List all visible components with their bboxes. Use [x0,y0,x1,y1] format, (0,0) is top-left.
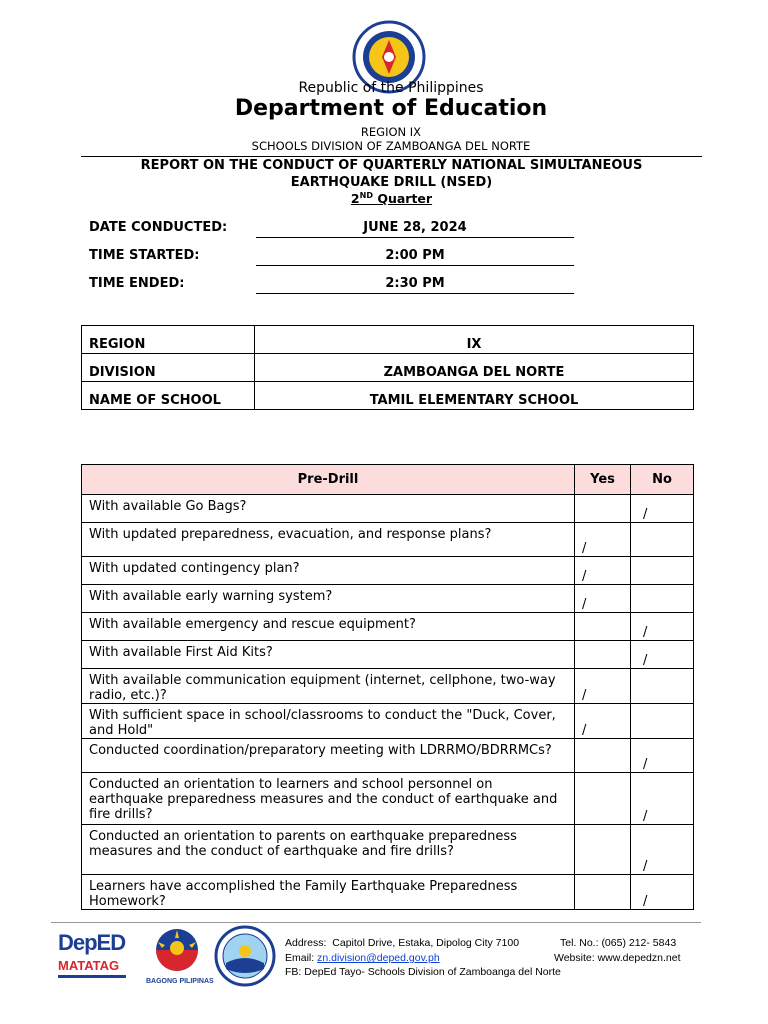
table-row [82,773,694,825]
school-info-table [81,325,694,410]
table-row [82,613,694,641]
date-label: DATE CONDUCTED: [89,220,228,235]
yes-cell [575,613,631,641]
table-row [82,326,694,354]
yes-mark: / [582,541,587,556]
yes-cell [575,557,631,585]
table-row [82,739,694,773]
time-ended-label: TIME ENDED: [89,276,185,291]
header-divider [81,156,702,157]
report-title-line1: REPORT ON THE CONDUCT OF QUARTERLY NATIONAL SIMULTANEOUS [140,158,643,173]
school-name-value: TAMIL ELEMENTARY SCHOOL [255,382,694,410]
yes-cell [575,773,631,825]
time-ended-value: 2:30 PM [256,276,574,294]
yes-cell [575,739,631,773]
table-row [82,382,694,410]
pre-drill-table [81,464,694,910]
pre-drill-item: With available communication equipment (internet, cellphone, two-way radio, etc.)? [82,669,575,704]
footer-email: Email: zn.division@deped.gov.ph [285,952,440,964]
table-row [82,354,694,382]
pre-drill-header: Pre-Drill [82,465,575,495]
yes-cell [575,875,631,910]
report-title-line2: EARTHQUAKE DRILL (NSED) [290,175,493,190]
matatag-text: MATATAG [58,958,120,973]
pre-drill-item: Conducted an orientation to parents on earthquake preparedness measures and the conduct of earthquake and fire drills? [82,825,575,875]
pre-drill-item: With available Go Bags? [82,495,575,523]
region-value: IX [255,326,694,354]
no-mark: / [643,653,648,668]
table-row [82,557,694,585]
yes-cell [575,641,631,669]
pre-drill-item: With updated contingency plan? [82,557,575,585]
yes-mark: / [582,569,587,584]
time-started-label: TIME STARTED: [89,248,200,263]
bagong-pilipinas-text: BAGONG PILIPINAS [146,978,214,985]
website-link[interactable]: www.depedzn.net [597,952,681,964]
school-name-label: NAME OF SCHOOL [82,382,255,410]
pre-drill-item: With updated preparedness, evacuation, and response plans? [82,523,575,557]
no-mark: / [643,859,648,874]
pre-drill-item: With available First Aid Kits? [82,641,575,669]
pre-drill-item: Conducted an orientation to learners and school personnel on earthquake preparedness measures and the conduct of earthquake and fire drills? [82,773,575,825]
bagong-pilipinas-logo [146,926,214,988]
pre-drill-item: With available emergency and rescue equipment? [82,613,575,641]
department-title: Department of Education [234,96,548,121]
pre-drill-item: With available early warning system? [82,585,575,613]
footer-tel: Tel. No.: (065) 212- 5843 [560,937,677,949]
yes-header: Yes [575,465,631,495]
pre-drill-item: With sufficient space in school/classrooms to conduct the "Duck, Cover, and Hold" [82,704,575,739]
no-mark: / [643,757,648,772]
division-label: DIVISION [82,354,255,382]
pre-drill-item: Conducted coordination/preparatory meeting with LDRRMO/BDRRMCs? [82,739,575,773]
yes-cell [575,704,631,739]
no-cell [631,557,694,585]
deped-logo-text: DepED [58,930,126,955]
no-cell [631,641,694,669]
report-quarter: 2ND Quarter [350,191,433,207]
no-cell [631,875,694,910]
table-header-row [82,465,694,495]
footer-website: Website: www.depedzn.net [554,952,681,964]
yes-cell [575,523,631,557]
table-row [82,704,694,739]
region-label: REGION [82,326,255,354]
footer-fb: FB: DepEd Tayo- Schools Division of Zamboanga del Norte [285,966,561,978]
table-row [82,523,694,557]
division-seal-icon [214,925,276,987]
no-cell [631,773,694,825]
no-cell [631,523,694,557]
no-mark: / [643,809,648,824]
deped-matatag-logo [58,930,138,990]
no-mark: / [643,894,648,909]
table-row [82,825,694,875]
region-text: REGION IX [360,125,422,139]
no-cell [631,585,694,613]
pre-drill-item: Learners have accomplished the Family Earthquake Preparedness Homework? [82,875,575,910]
yes-cell [575,585,631,613]
no-cell [631,825,694,875]
yes-mark: / [582,723,587,738]
table-row [82,495,694,523]
yes-cell [575,825,631,875]
bagong-pilipinas-icon [146,926,208,974]
footer-divider [51,922,701,923]
table-row [82,669,694,704]
email-link[interactable]: zn.division@deped.gov.ph [317,952,440,964]
no-cell [631,495,694,523]
table-row [82,641,694,669]
table-row [82,585,694,613]
yes-cell [575,495,631,523]
division-value: ZAMBOANGA DEL NORTE [255,354,694,382]
yes-mark: / [582,688,587,703]
no-cell [631,704,694,739]
table-row [82,875,694,910]
no-cell [631,739,694,773]
no-cell [631,669,694,704]
no-cell [631,613,694,641]
republic-text: Republic of the Philippines [298,80,484,96]
yes-mark: / [582,597,587,612]
no-mark: / [643,625,648,640]
division-text: SCHOOLS DIVISION OF ZAMBOANGA DEL NORTE [251,139,531,153]
yes-cell [575,669,631,704]
date-value: JUNE 28, 2024 [256,220,574,238]
footer-address: Address: Capitol Drive, Estaka, Dipolog City 7100 [285,937,520,949]
no-mark: / [643,507,648,522]
no-header: No [631,465,694,495]
time-started-value: 2:00 PM [256,248,574,266]
